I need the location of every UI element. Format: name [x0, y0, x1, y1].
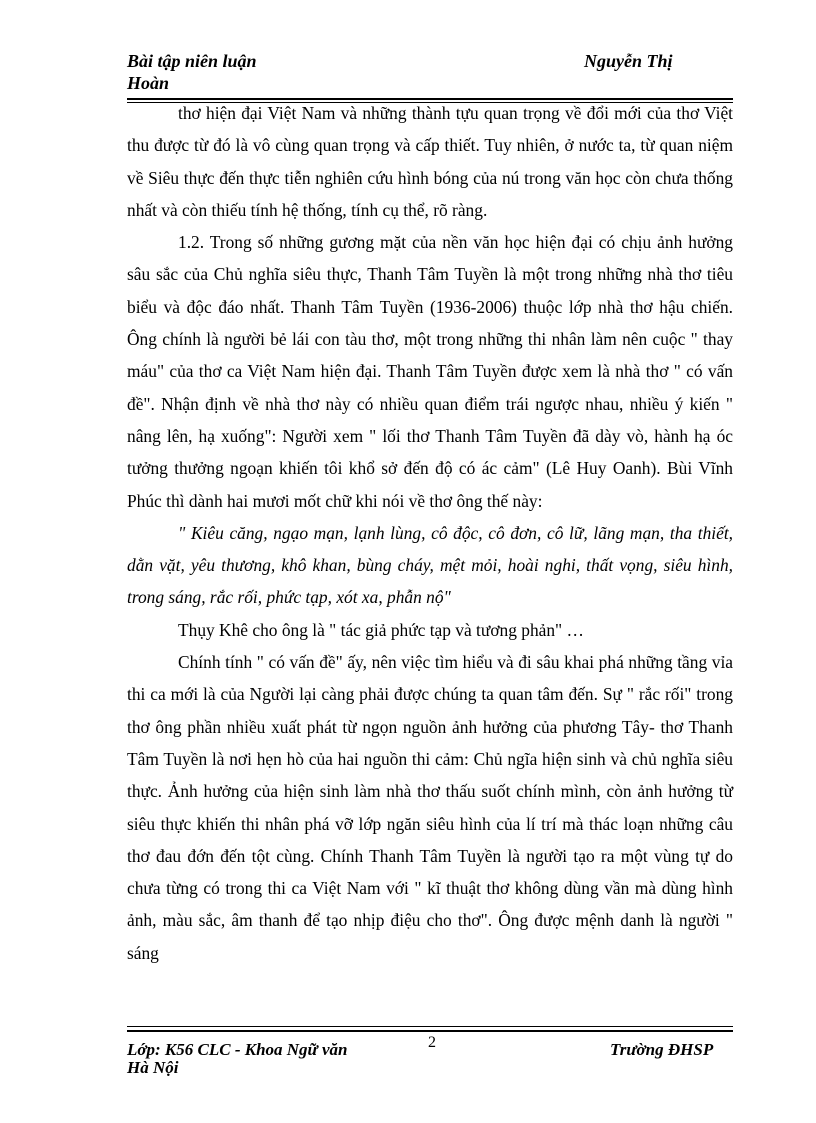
body-text — [127, 97, 733, 969]
paragraph-1: thơ hiện đại Việt Nam và những thành tựu quan trọng về đổi mới của thơ Việt thu được từ đó là vô cùng quan trọng và cấp thiết. Tuy nhiên, ở nước ta, từ quan niệm về Siêu thực đến thực tiễn nghiên cứu hình bóng của nú trong văn học còn chưa thống nhất và còn thiếu tính hệ thống, tính cụ thể, rõ ràng. — [127, 103, 733, 220]
quote-paragraph: " Kiêu căng, ngạo mạn, lạnh lùng, cô độc, cô đơn, cô lữ, lãng mạn, tha thiết, dằn vặt, yêu thương, khô khan, bùng cháy, mệt mỏi, hoài nghi, thất vọng, siêu hình, trong sáng, rắc rối, phức tạp, xót xa, phẫn nộ" — [127, 522, 733, 608]
header-title: Bài tập niên luận — [127, 51, 257, 71]
header-author: Nguyễn Thị — [584, 51, 673, 71]
footer-school: Trường ĐHSP — [610, 1040, 714, 1059]
header-author-continued: Hoàn — [127, 73, 170, 93]
paragraph-2: 1.2. Trong số những gương mặt của nền văn học hiện đại có chịu ảnh hưởng sâu sắc của Chủ nghĩa siêu thực, Thanh Tâm Tuyền là một trong những nhà thơ tiêu biểu và độc đáo nhất. Thanh Tâm Tuyền (1936-2006) thuộc lớp nhà thơ hậu chiến. Ông chính là người bẻ lái con tàu thơ, một trong những thi nhân làm nên cuộc " thay máu" của thơ ca Việt Nam hiện đại. Thanh Tâm Tuyền được xem là nhà thơ " có vấn đề". Nhận định về nhà thơ này có nhiều quan điểm trái ngược nhau, nhiều ý kiến " nâng lên, hạ xuống": Người xem " lối thơ Thanh Tâm Tuyền đã dày vò, hành hạ óc tưởng thưởng ngoạn khiến tôi khổ sở đến độ có ác cảm" (Lê Huy Oanh). Bùi Vĩnh Phúc thì dành hai mươi mốt chữ khi nói về thơ ông thế này: — [127, 232, 733, 511]
page-number: 2 — [428, 1034, 436, 1051]
paragraph-4: Chính tính " có vấn đề" ấy, nên việc tìm hiểu và đi sâu khai phá những tầng vỉa thi ca mới là của Người lại càng phải được chúng ta quan tâm đến. Sự " rắc rối" trong thơ ông phần nhiều xuất phát từ ngọn nguồn ảnh hưởng của phương Tây- thơ Thanh Tâm Tuyền là nơi hẹn hò của hai nguồn thi cảm: Chủ ngĩa hiện sinh và chủ nghĩa siêu thực. Ảnh hưởng của hiện sinh làm nhà thơ thấu suốt chính mình, còn ảnh hưởng từ siêu thực khiến thi nhân phá vỡ lớp ngăn siêu hình của lí trí mà thác loạn những câu thơ đau đớn đến tột cùng. Chính Thanh Tâm Tuyền là người tạo ra một vùng tự do chưa từng có trong thi ca Việt Nam với " kĩ thuật thơ không dùng vần mà dùng hình ảnh, màu sắc, âm thanh để tạo nhịp điệu cho thơ". Ông được mệnh danh là người " sáng — [127, 652, 733, 963]
paragraph-3: Thụy Khê cho ông là " tác giả phức tạp và tương phản" … — [178, 619, 584, 640]
footer-class: Lớp: K56 CLC - Khoa Ngữ văn — [127, 1040, 348, 1059]
footer-rule-thin — [127, 1026, 733, 1027]
footer-rule — [127, 1030, 733, 1032]
footer-city: Hà Nội — [127, 1058, 179, 1077]
